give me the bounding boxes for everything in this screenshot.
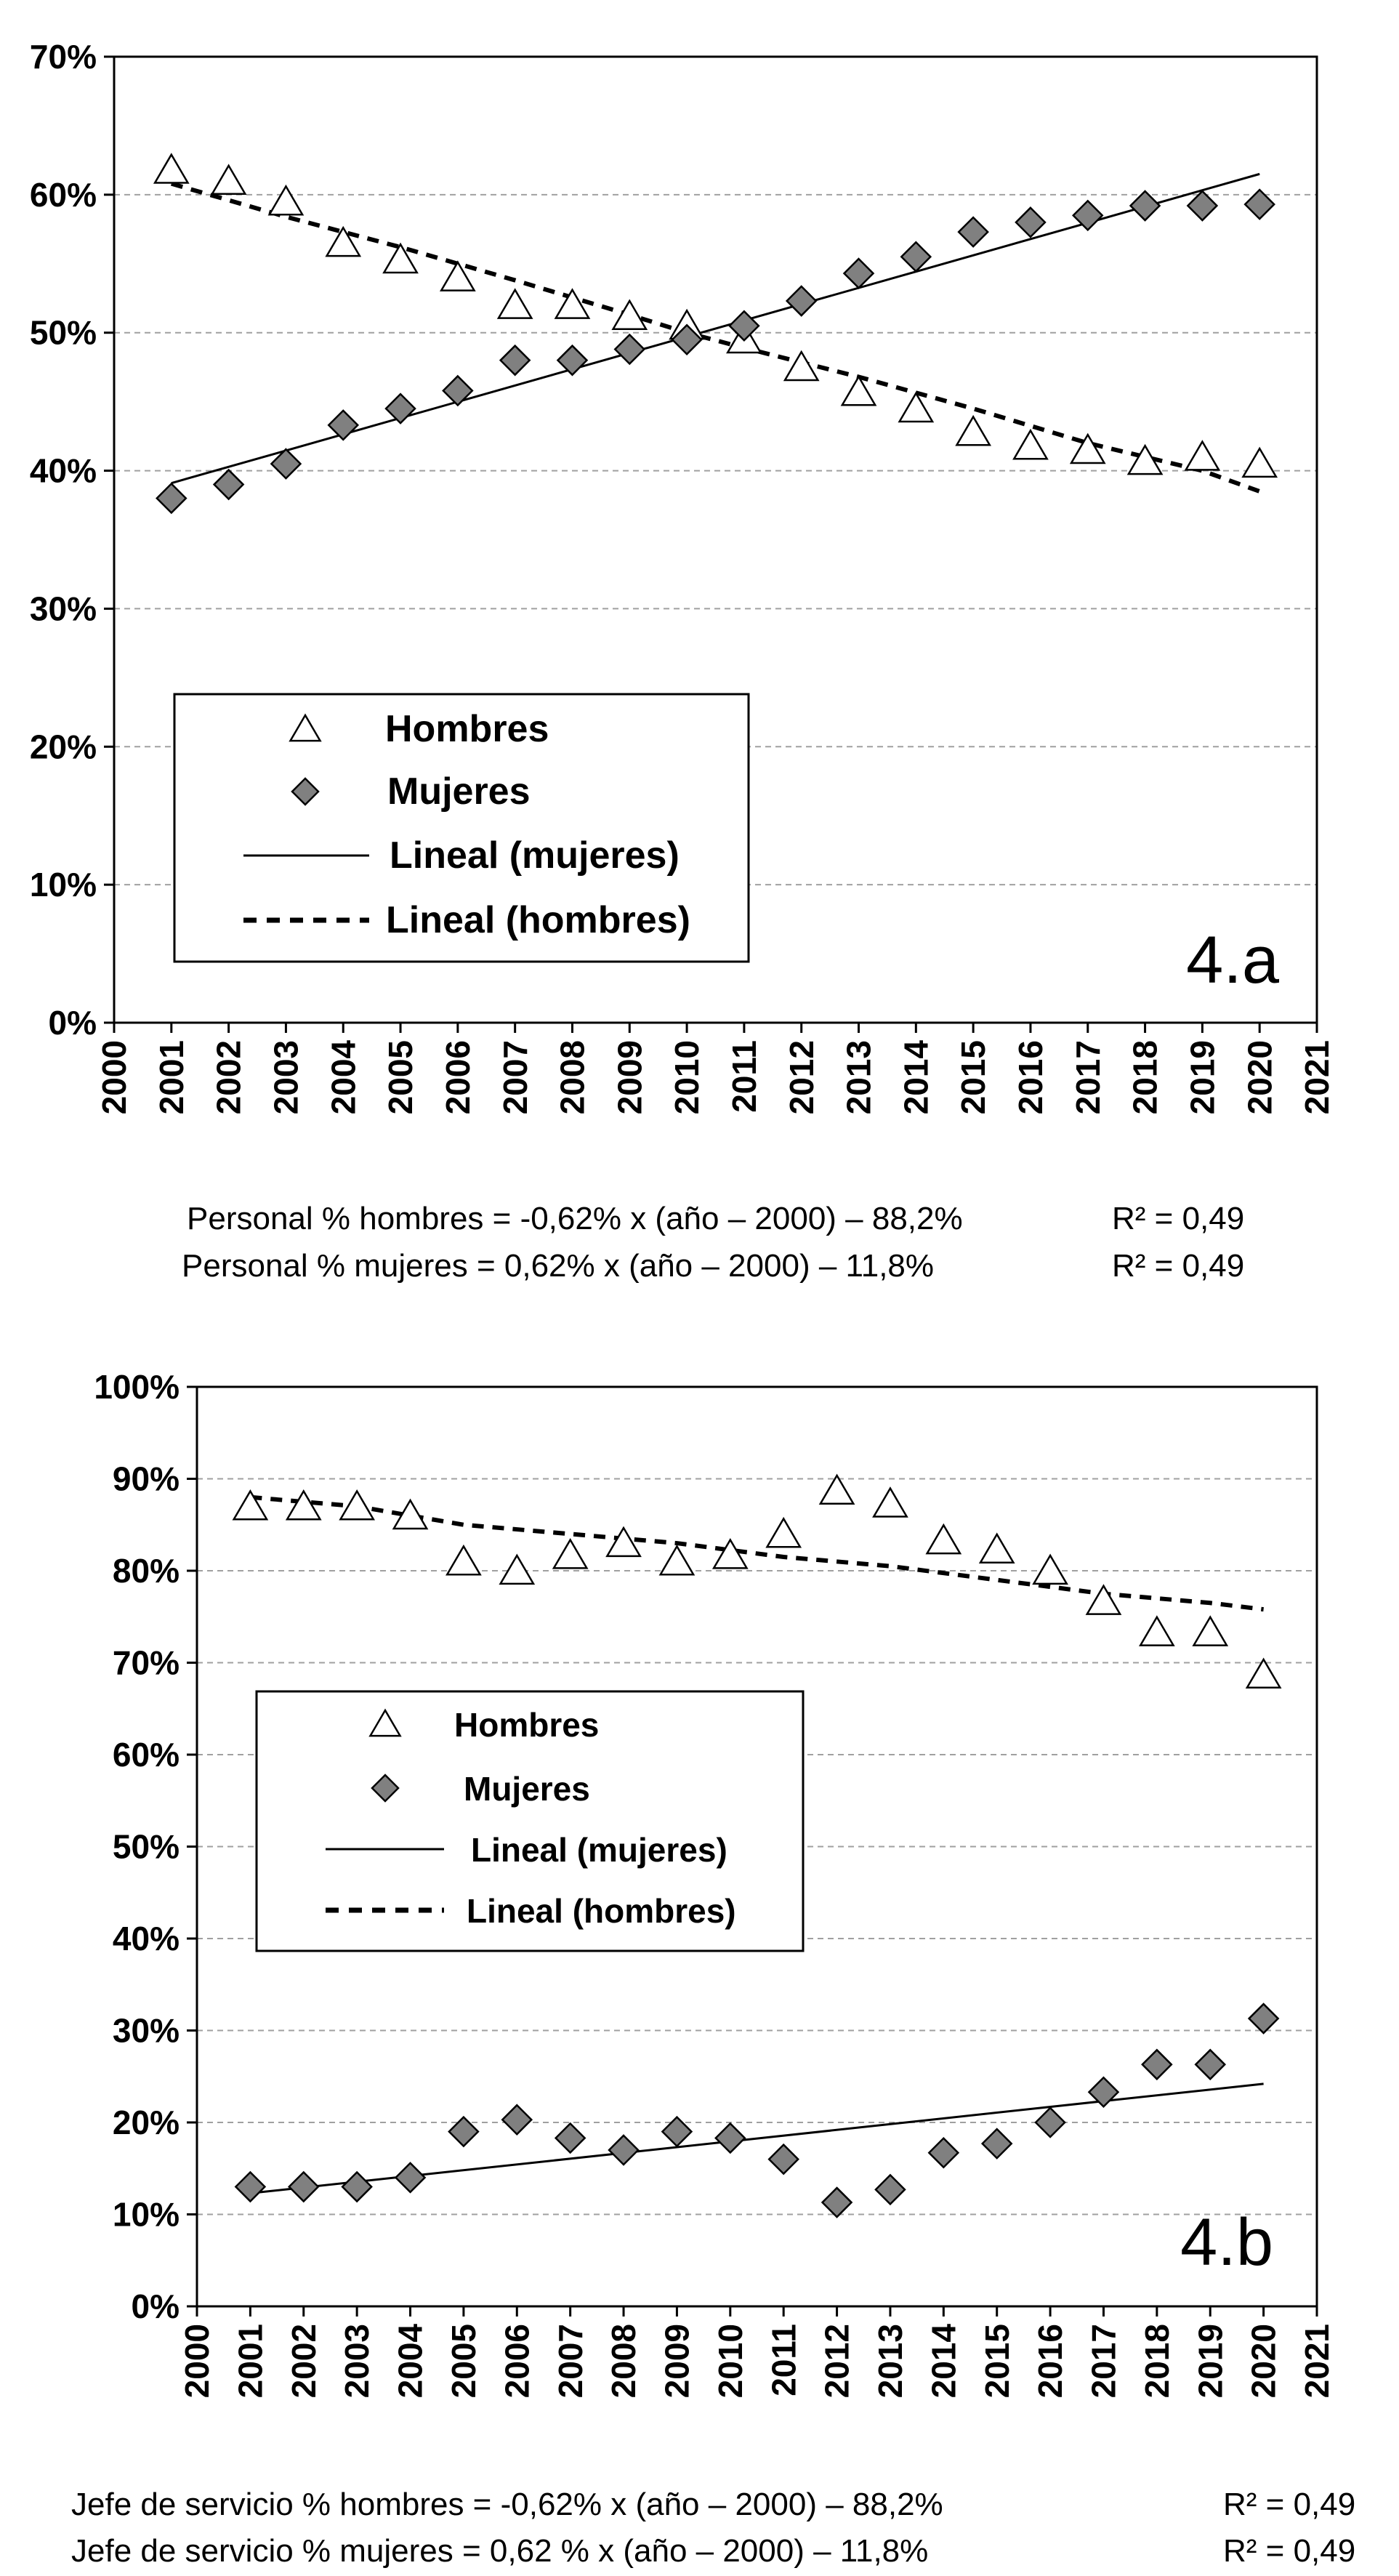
chart-4a-x-tick-label: 2013 (839, 1040, 878, 1115)
chart-4a-y-tick-label: 30% (29, 589, 97, 628)
chart-4b-x-tick-label: 2013 (871, 2324, 910, 2399)
chart-4a-point-mujeres (959, 217, 988, 246)
chart-4b-point-mujeres (1142, 2050, 1172, 2079)
chart-4b-x-tick-label: 2014 (924, 2324, 963, 2399)
chart-4b-x-tick-label: 2012 (818, 2324, 856, 2399)
chart-4a-x-tick-label: 2021 (1298, 1040, 1336, 1115)
chart-4a-y-tick-label: 60% (29, 175, 97, 214)
chart-4b-point-mujeres (502, 2105, 531, 2134)
chart-4b-point-mujeres (769, 2145, 798, 2174)
chart-4b-y-tick-label: 0% (131, 2287, 180, 2325)
chart-4b-legend-label-mujeres: Mujeres (464, 1770, 590, 1808)
equation-4a-hombres: Personal % hombres = -0,62% x (año – 2000) – 88,2% (187, 1201, 963, 1236)
chart-4b-panel-label: 4.b (1180, 2205, 1273, 2279)
chart-4b-x-tick-label: 2000 (178, 2324, 217, 2399)
chart-4b-point-mujeres (1196, 2050, 1225, 2079)
chart-4a-point-mujeres (844, 259, 874, 288)
chart-4b-point-hombres (661, 1546, 693, 1574)
chart-4b-point-mujeres (1249, 2004, 1278, 2033)
chart-4a-x-tick-label: 2006 (438, 1040, 477, 1115)
chart-4b-x-tick-label: 2018 (1137, 2324, 1176, 2399)
chart-4a-x-tick-label: 2007 (496, 1040, 534, 1115)
chart-4b-point-hombres (1247, 1659, 1280, 1688)
chart-4b-point-mujeres (929, 2138, 958, 2168)
chart-4a-x-tick-label: 2002 (209, 1040, 248, 1115)
chart-4a-point-mujeres (386, 394, 415, 423)
chart-4b-y-tick-label: 20% (112, 2104, 180, 2141)
chart-4a-point-mujeres (214, 470, 243, 499)
chart-4a-x-tick-label: 2000 (95, 1040, 134, 1115)
chart-4b-point-hombres (1194, 1617, 1227, 1646)
equation-4b-hombres: Jefe de servicio % hombres = -0,62% x (año – 2000) – 88,2% (71, 2487, 943, 2522)
chart-4a-point-mujeres (901, 242, 930, 271)
chart-4b-point-hombres (554, 1539, 586, 1568)
chart-4a-point-mujeres (1245, 190, 1274, 219)
chart-4a-point-hombres (1243, 448, 1276, 477)
chart-4a-y-tick-label: 50% (29, 313, 97, 352)
chart-4a-point-hombres (270, 186, 302, 214)
chart-4b-point-hombres (340, 1491, 373, 1519)
chart-4a-point-mujeres (787, 286, 816, 315)
chart-4b-x-tick-label: 2001 (231, 2324, 270, 2399)
chart-4b-point-hombres (714, 1539, 746, 1568)
chart-4b-point-mujeres (289, 2173, 318, 2202)
chart-4b-point-hombres (607, 1528, 640, 1556)
equation-4a-hombres-r2: R² = 0,49 (1112, 1201, 1245, 1236)
chart-4b-x-tick-label: 2006 (498, 2324, 536, 2399)
chart-4a-point-mujeres (1188, 191, 1217, 220)
chart-4a-y-tick-label: 20% (29, 728, 97, 766)
chart-4a-legend-label-mujeres: Mujeres (387, 770, 531, 813)
chart-4b-point-mujeres (396, 2163, 425, 2192)
chart-4b-point-mujeres (609, 2136, 638, 2165)
chart-4a-point-hombres (212, 166, 245, 194)
chart-4b-point-hombres (1140, 1617, 1173, 1646)
chart-4b-point-mujeres (823, 2188, 852, 2217)
chart-4a-point-hombres (785, 352, 818, 380)
chart-4b-y-tick-label: 80% (112, 1552, 180, 1590)
chart-4a-point-mujeres (1016, 208, 1045, 237)
chart-4a-point-mujeres (501, 346, 530, 375)
chart-4b-x-tick-label: 2002 (284, 2324, 323, 2399)
chart-4b-x-tick-label: 2021 (1298, 2324, 1336, 2399)
chart-4b-x-tick-label: 2009 (658, 2324, 696, 2399)
chart-4a-x-tick-label: 2009 (610, 1040, 649, 1115)
chart-4a-point-hombres (556, 290, 589, 318)
chart-4a-point-mujeres (443, 376, 472, 405)
chart-4a-x-tick-label: 2012 (782, 1040, 821, 1115)
chart-4a-point-hombres (1014, 430, 1047, 459)
chart-4b-point-mujeres (716, 2124, 745, 2153)
chart-4b-y-tick-label: 100% (94, 1368, 180, 1406)
chart-4b-point-mujeres (983, 2129, 1012, 2158)
chart-4b-point-hombres (821, 1476, 853, 1504)
chart-4a-x-tick-label: 2017 (1068, 1040, 1107, 1115)
chart-4b-point-hombres (447, 1546, 480, 1574)
chart-4b (0, 1352, 1399, 2442)
chart-4b-point-mujeres (876, 2175, 905, 2204)
chart-4a-x-tick-label: 2008 (553, 1040, 592, 1115)
chart-4b-point-hombres (287, 1491, 320, 1519)
chart-4a-y-tick-label: 70% (29, 38, 97, 76)
chart-4a-point-mujeres (328, 411, 358, 440)
chart-4a-x-tick-label: 2010 (668, 1040, 706, 1115)
chart-4a-point-hombres (1186, 442, 1219, 470)
chart-4a-y-tick-label: 10% (29, 866, 97, 904)
chart-4b-x-tick-label: 2010 (711, 2324, 749, 2399)
chart-4b-legend-label-lineal-mujeres: Lineal (mujeres) (471, 1831, 727, 1869)
equation-4a-mujeres-r2: R² = 0,49 (1112, 1248, 1245, 1284)
chart-4a-x-tick-label: 2019 (1183, 1040, 1222, 1115)
chart-4a-point-hombres (842, 377, 875, 405)
chart-4a-x-tick-label: 2014 (897, 1040, 935, 1115)
chart-4b-point-mujeres (1036, 2108, 1065, 2137)
chart-4a-x-tick-label: 2016 (1012, 1040, 1050, 1115)
equation-4a-mujeres: Personal % mujeres = 0,62% x (año – 2000) – 11,8% (182, 1248, 935, 1284)
chart-4b-x-tick-label: 2015 (977, 2324, 1016, 2399)
chart-4a-point-hombres (327, 228, 360, 256)
chart-4a-point-mujeres (615, 334, 644, 363)
chart-4b-y-tick-label: 70% (112, 1643, 180, 1682)
chart-4b-x-tick-label: 2016 (1031, 2324, 1070, 2399)
chart-4b-legend-label-hombres: Hombres (454, 1706, 600, 1744)
chart-4a-panel-label: 4.a (1186, 923, 1279, 997)
chart-4b-point-hombres (767, 1518, 800, 1547)
chart-4b-point-hombres (874, 1489, 906, 1517)
chart-4a-trendline-hombres (172, 184, 1259, 491)
chart-4a-point-mujeres (730, 311, 759, 340)
chart-4b-x-tick-label: 2004 (391, 2324, 430, 2399)
chart-4a-legend-label-hombres: Hombres (385, 708, 549, 750)
chart-4a-y-tick-label: 40% (29, 451, 97, 490)
chart-4b-point-mujeres (662, 2117, 691, 2146)
chart-4b-point-hombres (980, 1534, 1013, 1563)
equation-4b-mujeres: Jefe de servicio % mujeres = 0,62 % x (año – 2000) – 11,8% (71, 2533, 929, 2569)
chart-4a-x-tick-label: 2003 (267, 1040, 305, 1115)
chart-4a-point-hombres (499, 290, 531, 318)
chart-4a-x-tick-label: 2004 (324, 1040, 363, 1115)
chart-4b-point-mujeres (342, 2173, 371, 2202)
chart-4b-point-mujeres (556, 2124, 585, 2153)
chart-4a-point-hombres (155, 155, 188, 183)
chart-4b-y-tick-label: 50% (112, 1827, 180, 1866)
chart-4a-point-mujeres (157, 484, 186, 513)
chart-4a-point-hombres (613, 301, 646, 329)
chart-4a-legend-label-lineal-mujeres: Lineal (mujeres) (390, 834, 680, 877)
chart-4b-point-hombres (234, 1491, 267, 1519)
chart-4a-x-tick-label: 2001 (152, 1040, 190, 1115)
chart-4a-x-tick-label: 2018 (1126, 1040, 1164, 1115)
chart-4b-point-hombres (1087, 1586, 1120, 1614)
chart-4b-point-hombres (501, 1555, 533, 1584)
chart-4b-x-tick-label: 2017 (1084, 2324, 1123, 2399)
equation-4b-mujeres-r2: R² = 0,49 (1223, 2533, 1356, 2569)
chart-4b-point-hombres (1033, 1555, 1066, 1584)
chart-4a-x-tick-label: 2005 (382, 1040, 420, 1115)
chart-4a-x-tick-label: 2015 (954, 1040, 993, 1115)
chart-4b-y-tick-label: 90% (112, 1460, 180, 1498)
chart-4b-x-tick-label: 2019 (1191, 2324, 1230, 2399)
chart-4b-x-tick-label: 2005 (445, 2324, 483, 2399)
chart-4b-x-tick-label: 2008 (605, 2324, 643, 2399)
chart-4b-y-tick-label: 60% (112, 1736, 180, 1774)
chart-4a-x-tick-label: 2011 (725, 1040, 764, 1113)
chart-4b-x-tick-label: 2003 (338, 2324, 376, 2399)
chart-4b-legend-label-lineal-hombres: Lineal (hombres) (467, 1892, 736, 1930)
equation-4b-hombres-r2: R² = 0,49 (1223, 2487, 1356, 2522)
chart-4b-point-hombres (927, 1525, 960, 1553)
chart-4a (0, 0, 1399, 1163)
chart-4b-x-tick-label: 2011 (765, 2324, 803, 2396)
chart-4b-point-mujeres (235, 2173, 265, 2202)
chart-4a-point-mujeres (1131, 191, 1160, 220)
chart-4b-x-tick-label: 2007 (551, 2324, 589, 2399)
chart-4b-y-tick-label: 40% (112, 1920, 180, 1957)
chart-4b-y-tick-label: 30% (112, 2011, 180, 2050)
chart-4b-point-mujeres (449, 2117, 478, 2146)
chart-4a-point-hombres (956, 416, 989, 445)
chart-4a-legend-label-lineal-hombres: Lineal (hombres) (386, 899, 690, 941)
chart-4b-y-tick-label: 10% (112, 2195, 180, 2234)
chart-4a-x-tick-label: 2020 (1241, 1040, 1279, 1115)
chart-4b-x-tick-label: 2020 (1244, 2324, 1283, 2399)
chart-4a-point-hombres (900, 393, 932, 422)
chart-4a-point-mujeres (557, 346, 586, 375)
chart-4a-y-tick-label: 0% (48, 1004, 97, 1042)
